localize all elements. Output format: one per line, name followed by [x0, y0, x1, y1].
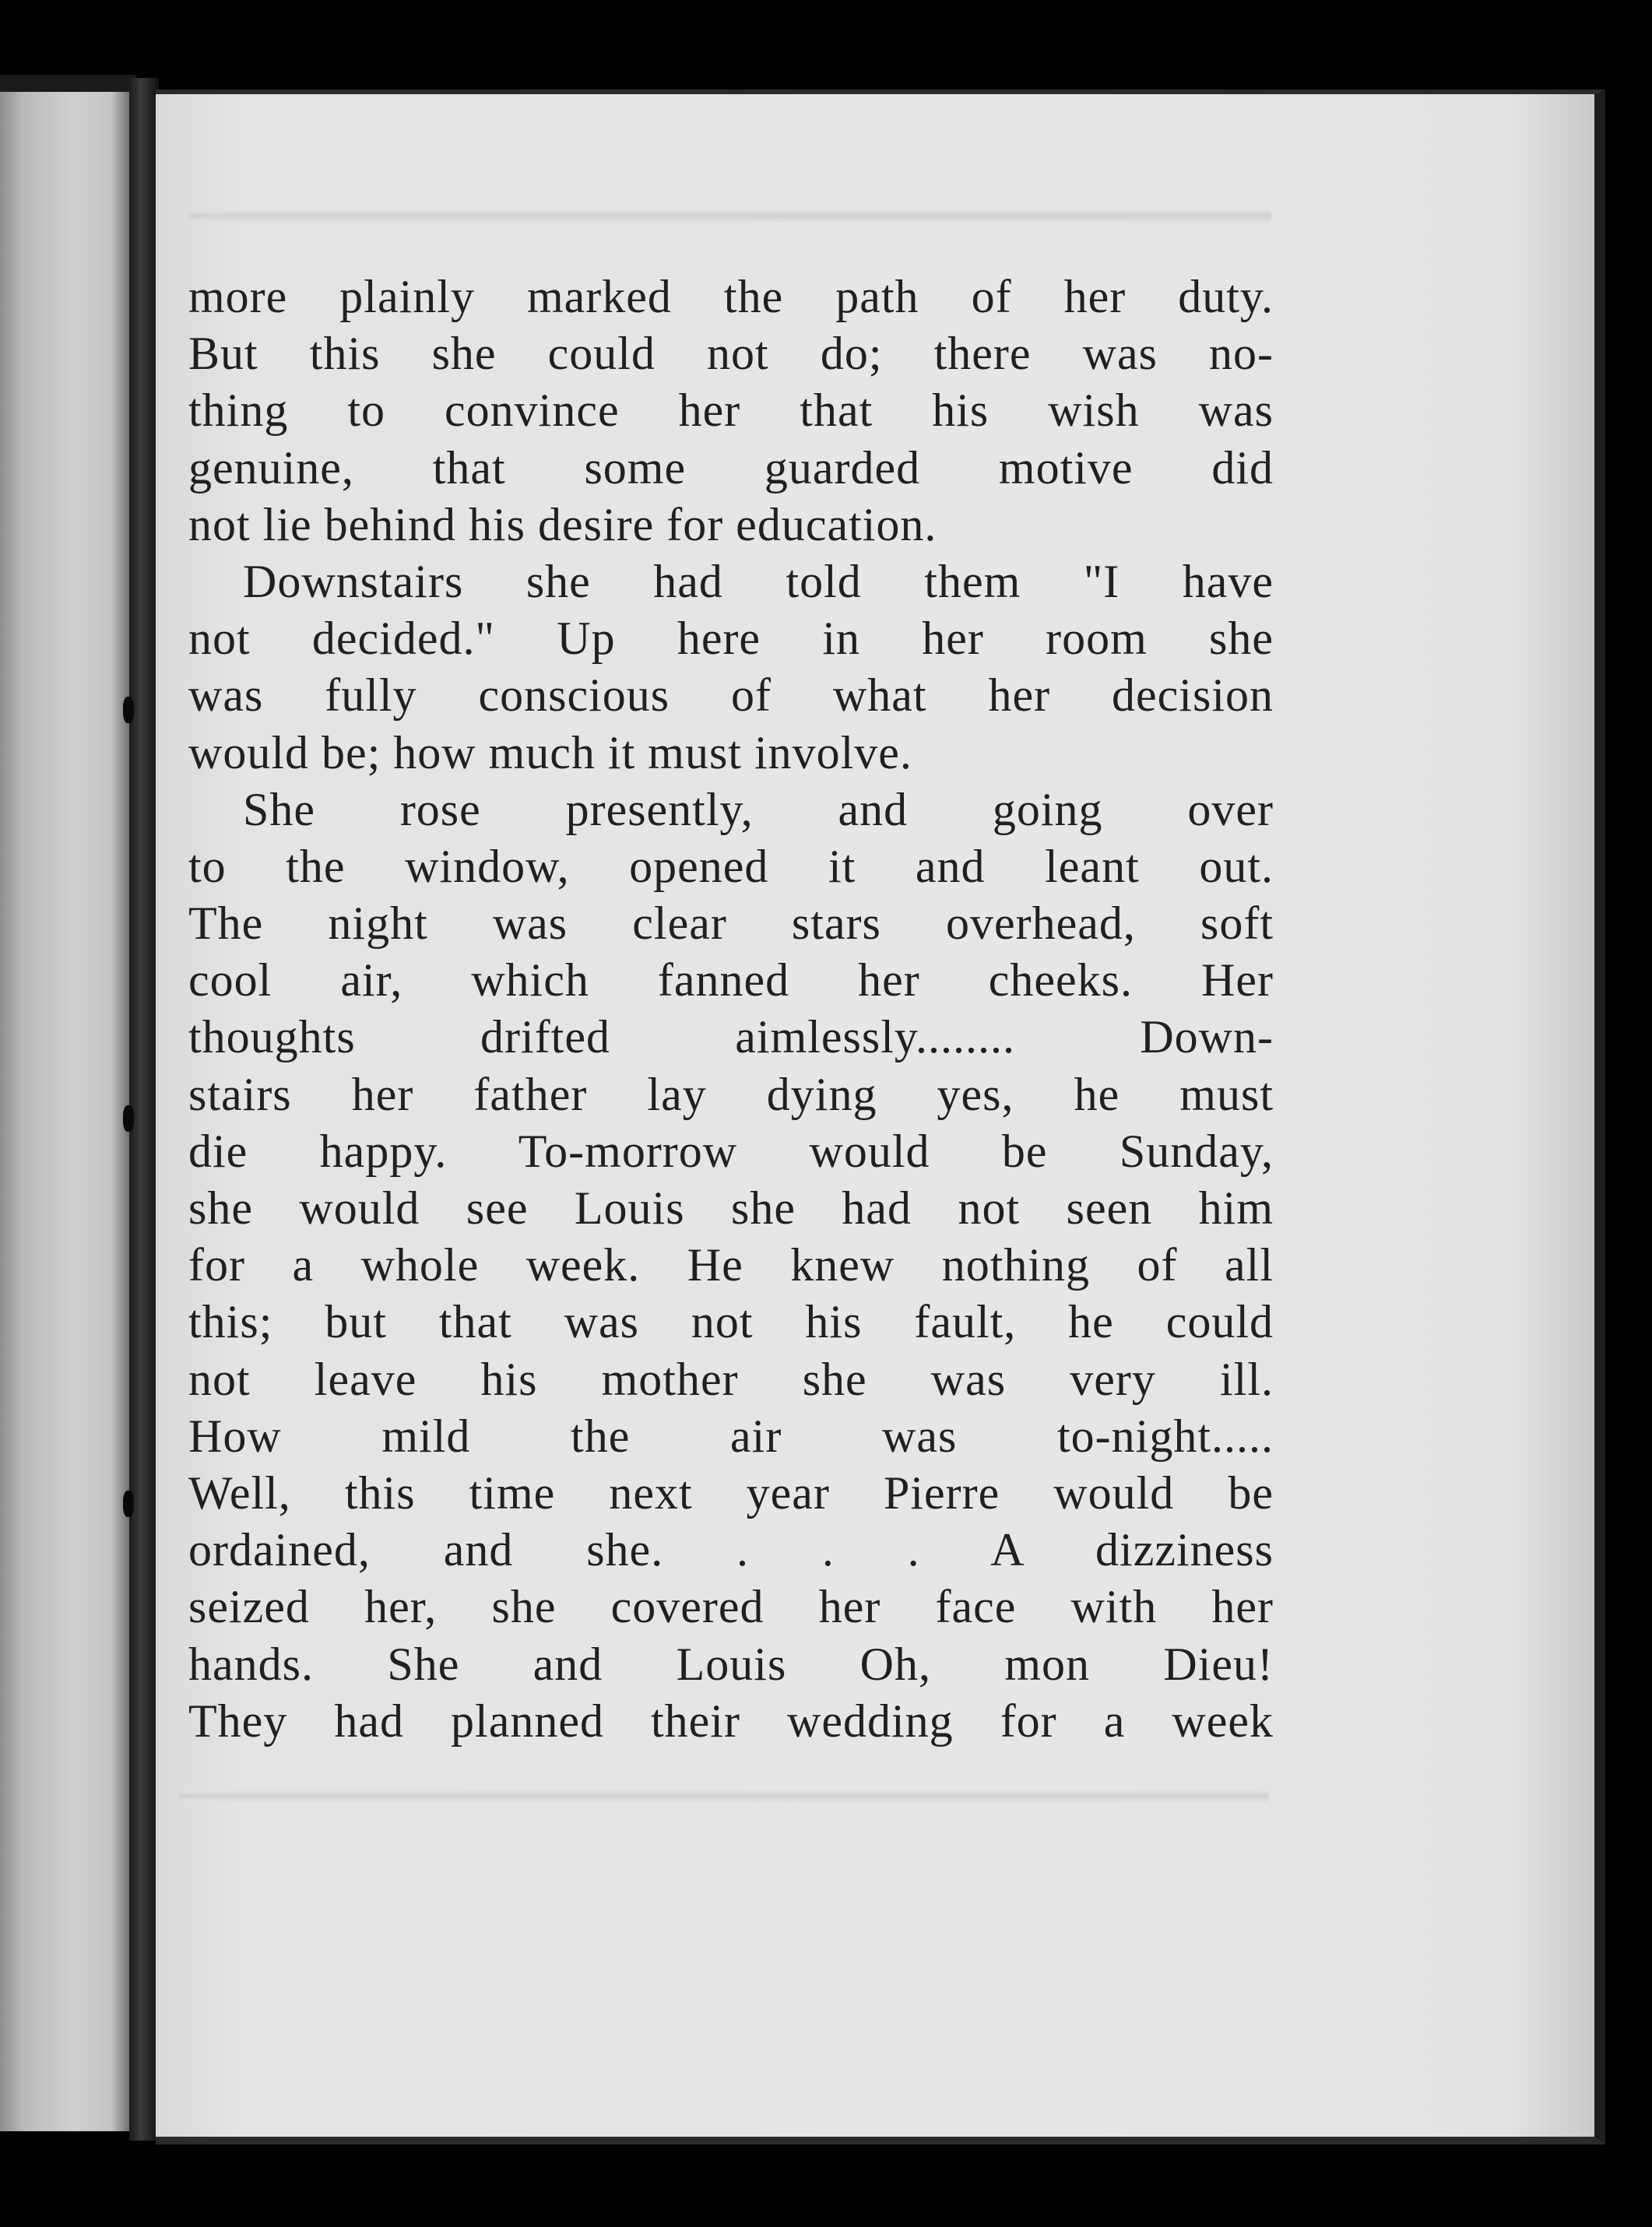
- facing-page-edge: [0, 92, 131, 2131]
- text-line: she would see Louis she had not seen him: [188, 1182, 1274, 1234]
- binding-mark: [123, 1105, 134, 1132]
- text-line: was fully conscious of what her decision: [188, 669, 1274, 722]
- text-line: would be; how much it must involve.: [188, 726, 912, 778]
- text-line: genuine, that some guarded motive did: [188, 441, 1274, 494]
- text-line: not lie behind his desire for education.: [188, 498, 937, 550]
- text-line: But this she could not do; there was no-: [188, 328, 1274, 380]
- text-line: thing to convince her that his wish was: [188, 385, 1274, 437]
- page-text: [188, 269, 1274, 1750]
- text-line: How mild the air was to-night.....: [188, 1410, 1274, 1462]
- text-line: to the window, opened it and leant out.: [188, 840, 1274, 892]
- top-page-rule: [189, 210, 1271, 223]
- text-line: thoughts drifted aimlessly........ Down-: [188, 1011, 1274, 1063]
- text-line: stairs her father lay dying yes, he must: [188, 1068, 1274, 1120]
- text-line: hands. She and Louis Oh, mon Dieu!: [188, 1638, 1274, 1690]
- text-line: cool air, which fanned her cheeks. Her: [188, 954, 1274, 1006]
- text-line: She rose presently, and going over: [243, 783, 1274, 835]
- text-line: Downstairs she had told them "I have: [243, 555, 1274, 607]
- text-line: ordained, and she. . . . A dizziness: [188, 1524, 1274, 1576]
- text-line: They had planned their wedding for a week: [188, 1695, 1274, 1747]
- text-line: for a whole week. He knew nothing of all: [188, 1239, 1274, 1291]
- text-line: more plainly marked the path of her duty.: [188, 271, 1274, 322]
- text-line: not leave his mother she was very ill.: [188, 1353, 1274, 1405]
- binding-mark: [123, 1491, 134, 1517]
- bottom-page-rule: [179, 1790, 1269, 1803]
- text-line: this; but that was not his fault, he could: [188, 1296, 1274, 1348]
- book-gutter: [129, 78, 159, 2141]
- binding-mark: [123, 697, 134, 723]
- text-line: seized her, she covered her face with her: [188, 1581, 1274, 1633]
- text-line: The night was clear stars overhead, soft: [188, 897, 1274, 950]
- text-line: die happy. To-morrow would be Sunday,: [188, 1125, 1274, 1177]
- text-line: Well, this time next year Pierre would be: [188, 1467, 1274, 1519]
- text-line: not decided." Up here in her room she: [188, 613, 1274, 665]
